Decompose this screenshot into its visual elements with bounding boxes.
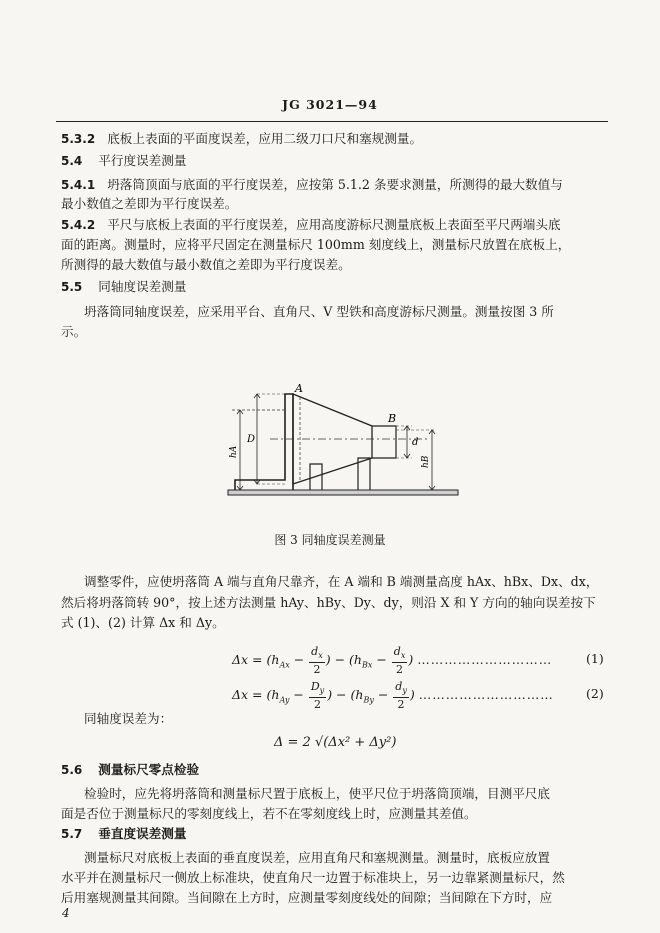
figure-caption: 图 3 同轴度误差测量 [274,533,386,547]
label-a: A [295,382,303,395]
section-5-7-line3: 后用塞规测量其间隙。当间隙在上方时，应测量零刻度线处的间隙；当间隙在下方时，应 [61,890,553,905]
section-number: 5.5 [61,280,83,294]
section-number: 5.4 [61,154,83,168]
section-title: 测量标尺零点检验 [98,762,200,777]
formula-1: $\Delta x = (h_{Ax}$ − $\frac{d_x}{2}$ ) − ($h_{Bx}$ − $\frac{d_x}{2}$ ) ………………………… [232,645,553,677]
paragraph-line-2: 然后将坍落筒转 90°，按上述方法测量 hAy、hBy、Dy、dy，则沿 X 和 Y 方向的轴向误差按下 [61,595,596,610]
formula-3: Δ = 2 √(Δx² + Δy²) [274,735,397,750]
label-hb: hB [421,455,431,468]
section-number: 5.3.2 [61,132,96,146]
section-5-6-line1: 检验时，应先将坍落筒和测量标尺置于底板上，使平尺位于坍落筒顶端，目测平尺底 [84,786,550,801]
section-5-4-2-line2: 面的距离。测量时，应将平尺固定在测量标尺 100mm 刻度线上，测量标尺放置在底板上， [61,237,571,252]
paragraph-line-3: 式 (1)、(2) 计算 Δx 和 Δy。 [61,615,225,630]
section-5-6-line2: 面是否位于测量标尺的零刻度线上，若不在零刻度线上时，应测量其差值。 [61,806,477,821]
section-5-3-2 [61,131,422,147]
section-5-5-heading [61,279,186,295]
label-d-large: D [247,434,256,445]
section-5-4-heading [61,153,186,169]
section-title: 同轴度误差测量 [98,279,187,294]
section-number: 5.7 [61,827,83,841]
section-5-4-2-line1 [61,217,561,233]
section-5-7-line2: 水平并在测量标尺一侧放上标准块，使直角尺一边置于标准块上，另一边靠紧测量标尺，然 [61,870,565,885]
section-5-4-1-line2: 最小数值之差即为平行度误差。 [61,196,238,211]
section-5-4-1-line1 [61,177,563,193]
section-5-5-line2: 示。 [61,324,87,339]
v-block-right [358,458,370,490]
formula-2: $\Delta x = (h_{Ay}$ − $\frac{D_y}{2}$ ) − ($h_{By}$ − $\frac{d_y}{2}$ ) ………………………… [232,680,554,712]
header-rule [56,121,608,122]
label-d-small: d [412,437,419,448]
cone-end-b [372,426,396,458]
section-5-7-line1: 测量标尺对底板上表面的垂直度误差，应用直角尺和塞规测量。测量时，底板应放置 [84,850,550,865]
section-number: 5.6 [61,763,83,777]
angle-square [235,394,293,490]
section-5-6-heading [61,762,199,778]
section-title: 平行度误差测量 [98,153,187,168]
coaxiality-intro: 同轴度误差为： [84,711,173,726]
label-b: B [388,412,397,425]
section-number: 5.4.2 [61,218,96,232]
section-title: 垂直度误差测量 [98,826,187,841]
label-ha: hA [229,445,239,458]
formula-1-number: (1) [586,651,604,666]
standard-code-header: JG 3021—94 [282,97,378,112]
section-5-5-line1: 坍落筒同轴度误差，应采用平台、直角尺、V 型铁和高度游标尺测量。测量按图 3 所 [84,304,554,319]
section-5-4-2-line3: 所测得的最大数值与最小数值之差即为平行度误差。 [61,257,351,272]
section-5-7-heading [61,826,186,842]
paragraph-line-1: 调整零件，应使坍落筒 A 端与直角尺靠齐，在 A 端和 B 端测量高度 hAx、hBx、Dx、dx， [84,574,599,589]
section-number: 5.4.1 [61,178,96,192]
paragraph-line: 坍落筒顶面与底面的平行度误差，应按第 5.1.2 条要求测量，所测得的最大数值与 [107,177,563,192]
page-number: 4 [62,906,70,920]
paragraph-line: 平尺与底板上表面的平行度误差，应用高度游标尺测量底板上表面至平尺两端头底 [107,217,561,232]
base-plate [228,490,458,495]
figure-3-coaxiality-diagram [200,380,470,510]
section-text: 底板上表面的平面度误差，应用二级刀口尺和塞规测量。 [107,131,423,146]
formula-2-number: (2) [586,686,604,701]
